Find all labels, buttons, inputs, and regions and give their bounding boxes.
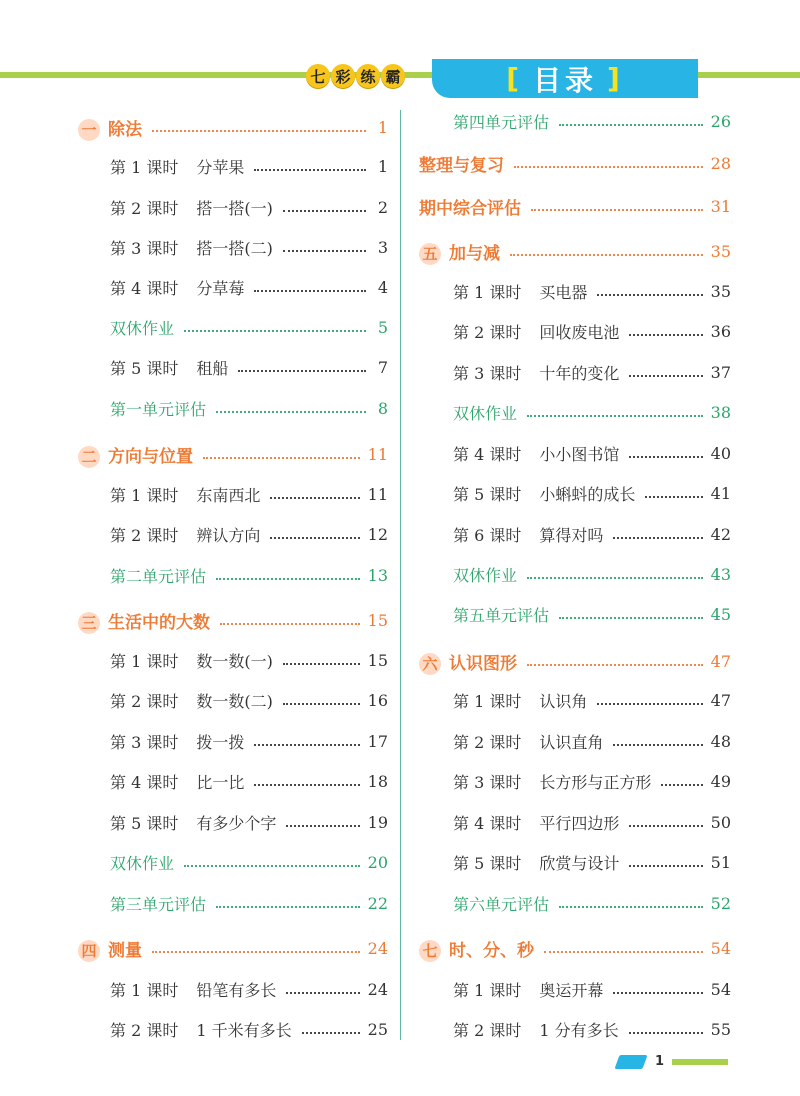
toc-entry-title xyxy=(110,397,206,420)
toc-entry-lesson[interactable] xyxy=(78,236,388,259)
entry-label: 搭一搭(一) xyxy=(196,199,273,218)
toc-entry-title xyxy=(78,442,193,468)
brand-char: 霸 xyxy=(381,64,405,88)
page-ref: 19 xyxy=(367,813,388,832)
toc-entry-unit[interactable] xyxy=(419,151,731,176)
lesson-number: 第 3 课时 xyxy=(110,239,179,258)
entry-label: 分草莓 xyxy=(196,279,245,298)
dot-leader xyxy=(544,951,703,953)
unit-number-badge: 六 xyxy=(419,653,441,675)
toc-entry-unit[interactable] xyxy=(419,194,731,219)
toc-entry-unit[interactable] xyxy=(78,115,388,141)
dot-leader xyxy=(152,951,360,953)
toc-entry-title xyxy=(110,356,228,379)
toc-entry-title xyxy=(110,483,260,506)
entry-label: 长方形与正方形 xyxy=(539,773,652,792)
lesson-number: 第 3 课时 xyxy=(453,773,522,792)
lesson-number: 第 1 课时 xyxy=(110,981,179,1000)
dot-leader xyxy=(645,496,702,498)
page-ref: 16 xyxy=(367,691,388,710)
page-ref: 31 xyxy=(710,197,731,216)
dot-leader xyxy=(613,537,702,539)
toc-entry-lesson[interactable] xyxy=(78,649,388,672)
page-ref: 11 xyxy=(367,445,388,465)
dot-leader xyxy=(283,663,360,665)
dot-leader xyxy=(629,1032,703,1034)
page-ref: 38 xyxy=(710,403,731,422)
toc-entry-title xyxy=(78,608,210,634)
toc-entry-title xyxy=(453,978,603,1001)
entry-label: 第一单元评估 xyxy=(110,400,207,419)
toc-entry-title xyxy=(110,811,276,834)
dot-leader xyxy=(531,209,703,211)
dot-leader xyxy=(184,330,366,332)
toc-entry-lesson[interactable] xyxy=(419,978,731,1001)
dot-leader xyxy=(514,166,703,168)
toc-entry-lesson[interactable] xyxy=(419,689,731,712)
entry-label: 双休作业 xyxy=(110,319,175,338)
entry-label: 双休作业 xyxy=(453,404,518,423)
toc-entry-title xyxy=(419,194,521,219)
toc-entry-title xyxy=(78,936,142,962)
lesson-number: 第 2 课时 xyxy=(110,1021,179,1040)
toc-entry-unit[interactable] xyxy=(78,608,388,634)
dot-leader xyxy=(527,577,703,579)
toc-entry-green[interactable] xyxy=(419,892,731,915)
lesson-number: 第 1 课时 xyxy=(453,981,522,1000)
page-ref: 25 xyxy=(367,1020,388,1039)
page-ref: 18 xyxy=(367,772,388,791)
page-ref: 42 xyxy=(710,525,731,544)
toc-entry-lesson[interactable] xyxy=(78,689,388,712)
dot-leader xyxy=(184,865,360,867)
dot-leader xyxy=(216,578,360,580)
toc-entry-lesson[interactable] xyxy=(78,483,388,506)
page-ref: 51 xyxy=(710,853,731,872)
toc-entry-unit[interactable] xyxy=(419,239,731,265)
lesson-number: 第 6 课时 xyxy=(453,526,522,545)
toc-entry-green[interactable] xyxy=(78,564,388,587)
lesson-number: 第 5 课时 xyxy=(453,485,522,504)
toc-entry-lesson[interactable] xyxy=(78,196,388,219)
toc-entry-title xyxy=(453,320,619,343)
toc-entry-lesson[interactable] xyxy=(419,482,731,505)
entry-label: 分苹果 xyxy=(196,158,245,177)
unit-number-badge: 三 xyxy=(78,612,100,634)
dot-leader xyxy=(559,124,703,126)
page-ref: 13 xyxy=(367,566,388,585)
dot-leader xyxy=(559,617,703,619)
toc-entry-title xyxy=(110,649,273,672)
page-ref: 4 xyxy=(377,278,388,297)
dot-leader xyxy=(254,784,359,786)
entry-label: 辨认方向 xyxy=(196,526,261,545)
toc-entry-lesson[interactable] xyxy=(78,155,388,178)
toc-entry-lesson[interactable] xyxy=(78,356,388,379)
toc-entry-title xyxy=(110,316,174,339)
toc-entry-title xyxy=(110,276,244,299)
dot-leader xyxy=(286,992,359,994)
page-ref: 43 xyxy=(710,565,731,584)
page-footer xyxy=(617,1054,728,1069)
entry-label: 小蝌蚪的成长 xyxy=(539,485,636,504)
lesson-number: 第 5 课时 xyxy=(110,359,179,378)
page-ref: 28 xyxy=(710,154,731,173)
entry-label: 认识图形 xyxy=(449,654,517,674)
dot-leader xyxy=(216,411,366,413)
lesson-number: 第 2 课时 xyxy=(110,692,179,711)
toc-entry-lesson[interactable] xyxy=(78,1018,388,1041)
page-ref: 11 xyxy=(367,485,388,504)
toc-entry-lesson[interactable] xyxy=(78,730,388,753)
toc-entry-title xyxy=(110,1018,292,1041)
page-ref: 47 xyxy=(710,691,731,710)
dot-leader xyxy=(559,906,703,908)
toc-entry-title xyxy=(453,603,549,626)
lesson-number: 第 1 课时 xyxy=(453,692,522,711)
page-ref: 2 xyxy=(377,198,388,217)
toc-entry-lesson[interactable] xyxy=(78,276,388,299)
dot-leader xyxy=(597,703,702,705)
lesson-number: 第 3 课时 xyxy=(110,733,179,752)
page-ref: 15 xyxy=(367,611,388,631)
entry-label: 第三单元评估 xyxy=(110,895,207,914)
dot-leader xyxy=(613,744,702,746)
page-ref: 3 xyxy=(377,238,388,257)
dot-leader xyxy=(152,130,366,132)
entry-label: 数一数(一) xyxy=(196,652,273,671)
entry-label: 租船 xyxy=(196,359,229,378)
page-ref: 35 xyxy=(710,282,731,301)
page-ref: 1 xyxy=(377,157,388,176)
entry-label: 算得对吗 xyxy=(539,526,604,545)
lesson-number: 第 4 课时 xyxy=(110,279,179,298)
dot-leader xyxy=(286,825,359,827)
page-ref: 45 xyxy=(710,605,731,624)
toc-entry-lesson[interactable] xyxy=(419,730,731,753)
toc-entry-title xyxy=(453,361,619,384)
toc-entry-title xyxy=(110,851,174,874)
toc-entry-green[interactable] xyxy=(78,397,388,420)
page-ref: 37 xyxy=(710,363,731,382)
entry-label: 拨一拨 xyxy=(196,733,245,752)
page-ref: 49 xyxy=(710,772,731,791)
lesson-number: 第 1 课时 xyxy=(110,652,179,671)
dot-leader xyxy=(254,290,366,292)
toc-entry-lesson[interactable] xyxy=(419,811,731,834)
dot-leader xyxy=(661,784,702,786)
entry-label: 1 千米有多长 xyxy=(196,1021,292,1040)
toc-entry-lesson[interactable] xyxy=(78,978,388,1001)
entry-label: 时、分、秒 xyxy=(449,941,534,961)
toc-entry-lesson[interactable] xyxy=(419,770,731,793)
toc-entry-lesson[interactable] xyxy=(419,280,731,303)
page-ref: 26 xyxy=(710,112,731,131)
entry-label: 测量 xyxy=(108,941,142,961)
entry-label: 买电器 xyxy=(539,283,588,302)
lesson-number: 第 1 课时 xyxy=(453,283,522,302)
toc-entry-unit[interactable] xyxy=(78,442,388,468)
dot-leader xyxy=(527,664,703,666)
page-ref: 47 xyxy=(710,652,731,672)
toc-entry-title xyxy=(419,649,517,675)
page-ref: 54 xyxy=(710,980,731,999)
toc-entry-title xyxy=(419,239,500,265)
dot-leader xyxy=(254,169,366,171)
toc-entry-title xyxy=(110,978,276,1001)
lesson-number: 第 2 课时 xyxy=(110,199,179,218)
unit-number-badge: 一 xyxy=(78,119,100,141)
page-ref: 12 xyxy=(367,525,388,544)
toc-entry-lesson[interactable] xyxy=(419,523,731,546)
page-ref: 17 xyxy=(367,732,388,751)
entry-label: 1 分有多长 xyxy=(539,1021,619,1040)
toc-entry-title xyxy=(453,482,635,505)
toc-entry-title xyxy=(453,110,549,133)
entry-label: 比一比 xyxy=(196,773,245,792)
entry-label: 第五单元评估 xyxy=(453,606,550,625)
entry-label: 搭一搭(二) xyxy=(196,239,273,258)
entry-label: 加与减 xyxy=(449,244,500,264)
toc-entry-lesson[interactable] xyxy=(419,361,731,384)
lesson-number: 第 5 课时 xyxy=(453,854,522,873)
toc-entry-lesson[interactable] xyxy=(78,770,388,793)
toc-entry-green[interactable] xyxy=(419,401,731,424)
lesson-number: 第 4 课时 xyxy=(453,445,522,464)
dot-leader xyxy=(220,623,360,625)
dot-leader xyxy=(283,210,366,212)
toc-entry-title xyxy=(453,442,619,465)
toc-entry-title xyxy=(453,851,619,874)
toc-entry-title xyxy=(453,401,517,424)
brand-char: 练 xyxy=(356,64,380,88)
page-ref: 8 xyxy=(377,399,388,418)
lesson-number: 第 2 课时 xyxy=(110,526,179,545)
toc-entry-green[interactable] xyxy=(419,563,731,586)
page-ref: 1 xyxy=(377,118,388,138)
entry-label: 方向与位置 xyxy=(108,447,193,467)
dot-leader xyxy=(203,457,360,459)
entry-label: 双休作业 xyxy=(110,854,175,873)
title-bracket-right: ] xyxy=(607,62,624,95)
page-ref: 52 xyxy=(710,894,731,913)
brand-char: 彩 xyxy=(331,64,355,88)
toc-entry-title xyxy=(110,236,273,259)
toc-entry-lesson[interactable] xyxy=(419,442,731,465)
page-number: 1 xyxy=(655,1054,665,1069)
dot-leader xyxy=(597,294,702,296)
unit-number-badge: 五 xyxy=(419,243,441,265)
dot-leader xyxy=(254,744,359,746)
toc-entry-green[interactable] xyxy=(78,851,388,874)
lesson-number: 第 1 课时 xyxy=(110,158,179,177)
toc-entry-title xyxy=(110,770,244,793)
toc-entry-title xyxy=(110,689,273,712)
dot-leader xyxy=(527,415,703,417)
toc-entry-title xyxy=(453,523,603,546)
toc-entry-title xyxy=(453,563,517,586)
lesson-number: 第 1 课时 xyxy=(110,486,179,505)
dot-leader xyxy=(270,497,359,499)
entry-label: 期中综合评估 xyxy=(419,199,521,219)
page-ref: 24 xyxy=(367,980,388,999)
unit-number-badge: 二 xyxy=(78,446,100,468)
dot-leader xyxy=(270,537,359,539)
title-text: 目录 xyxy=(532,63,597,97)
toc-entry-lesson[interactable] xyxy=(78,811,388,834)
page-ref: 35 xyxy=(710,242,731,262)
toc-entry-title xyxy=(110,564,206,587)
entry-label: 十年的变化 xyxy=(539,364,620,383)
page-title xyxy=(432,59,698,98)
lesson-number: 第 4 课时 xyxy=(453,814,522,833)
toc-entry-title xyxy=(453,1018,619,1041)
lesson-number: 第 4 课时 xyxy=(110,773,179,792)
entry-label: 奥运开幕 xyxy=(539,981,604,1000)
dot-leader xyxy=(629,825,702,827)
brand-logo xyxy=(306,64,405,88)
entry-label: 东南西北 xyxy=(196,486,261,505)
lesson-number: 第 5 课时 xyxy=(110,814,179,833)
dot-leader xyxy=(216,906,360,908)
toc-entry-title xyxy=(453,892,549,915)
toc-entry-green[interactable] xyxy=(419,603,731,626)
lesson-number: 第 2 课时 xyxy=(453,1021,522,1040)
toc-entry-title xyxy=(453,770,651,793)
toc-entry-title xyxy=(110,730,244,753)
toc-entry-title xyxy=(453,811,619,834)
dot-leader xyxy=(302,1032,360,1034)
toc-entry-unit[interactable] xyxy=(78,936,388,962)
toc-entry-lesson[interactable] xyxy=(419,1018,731,1041)
entry-label: 平行四边形 xyxy=(539,814,620,833)
dot-leader xyxy=(629,865,702,867)
toc-entry-title xyxy=(453,730,603,753)
entry-label: 认识直角 xyxy=(539,733,604,752)
brand-char: 七 xyxy=(306,64,330,88)
lesson-number: 第 2 课时 xyxy=(453,323,522,342)
toc-entry-green[interactable] xyxy=(78,892,388,915)
dot-leader xyxy=(629,375,702,377)
toc-entry-unit[interactable] xyxy=(419,936,731,962)
entry-label: 整理与复习 xyxy=(419,156,504,176)
page-ref: 22 xyxy=(367,894,388,913)
footer-tab-icon xyxy=(614,1055,647,1069)
toc-entry-green[interactable] xyxy=(419,110,731,133)
toc-entry-title xyxy=(110,196,273,219)
toc-entry-title xyxy=(110,892,206,915)
page-ref: 40 xyxy=(710,444,731,463)
toc-entry-title xyxy=(110,155,244,178)
page-ref: 41 xyxy=(710,484,731,503)
toc-entry-lesson[interactable] xyxy=(419,320,731,343)
lesson-number: 第 2 课时 xyxy=(453,733,522,752)
dot-leader xyxy=(613,992,702,994)
entry-label: 回收废电池 xyxy=(539,323,620,342)
toc-entry-title xyxy=(453,689,587,712)
toc-entry-lesson[interactable] xyxy=(419,851,731,874)
entry-label: 铅笔有多长 xyxy=(196,981,277,1000)
page-ref: 55 xyxy=(710,1020,731,1039)
toc-entry-title xyxy=(453,280,587,303)
entry-label: 第四单元评估 xyxy=(453,113,550,132)
page-ref: 15 xyxy=(367,651,388,670)
page-ref: 36 xyxy=(710,322,731,341)
lesson-number: 第 3 课时 xyxy=(453,364,522,383)
dot-leader xyxy=(283,250,366,252)
entry-label: 双休作业 xyxy=(453,566,518,585)
page-ref: 50 xyxy=(710,813,731,832)
dot-leader xyxy=(510,254,703,256)
footer-rule xyxy=(672,1059,728,1065)
dot-leader xyxy=(283,703,360,705)
entry-label: 第六单元评估 xyxy=(453,895,550,914)
unit-number-badge: 七 xyxy=(419,940,441,962)
page-ref: 5 xyxy=(377,318,388,337)
page-ref: 48 xyxy=(710,732,731,751)
page-ref: 54 xyxy=(710,939,731,959)
toc-entry-title xyxy=(419,151,504,176)
entry-label: 生活中的大数 xyxy=(108,613,210,633)
entry-label: 认识角 xyxy=(539,692,588,711)
dot-leader xyxy=(238,370,366,372)
entry-label: 有多少个字 xyxy=(196,814,277,833)
page-ref: 24 xyxy=(367,939,388,959)
title-bracket-left: [ xyxy=(506,62,523,95)
entry-label: 第二单元评估 xyxy=(110,567,207,586)
dot-leader xyxy=(629,456,702,458)
entry-label: 欣赏与设计 xyxy=(539,854,620,873)
entry-label: 除法 xyxy=(108,120,142,140)
toc-entry-unit[interactable] xyxy=(419,649,731,675)
toc-entry-lesson[interactable] xyxy=(78,523,388,546)
toc-entry-title xyxy=(419,936,534,962)
entry-label: 数一数(二) xyxy=(196,692,273,711)
dot-leader xyxy=(629,334,702,336)
page-ref: 20 xyxy=(367,853,388,872)
column-divider xyxy=(400,110,401,1040)
unit-number-badge: 四 xyxy=(78,940,100,962)
toc-entry-title xyxy=(110,523,260,546)
page-ref: 7 xyxy=(377,358,388,377)
toc-entry-title xyxy=(78,115,142,141)
entry-label: 小小图书馆 xyxy=(539,445,620,464)
toc-entry-green[interactable] xyxy=(78,316,388,339)
